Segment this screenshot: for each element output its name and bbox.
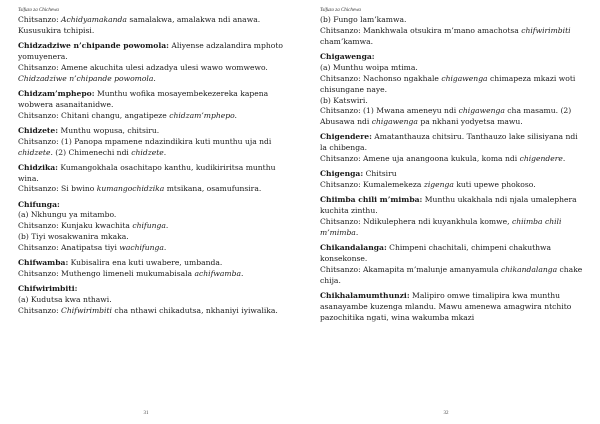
example-line (320, 15, 586, 26)
definition-line (320, 169, 586, 180)
text-run: Chitsanzo: Akamapita m’malunje amanyamula (320, 264, 501, 274)
text-run: Chitsanzo: Amene akuchita ulesi adzadya ulesi wawo womwewo. (18, 62, 268, 72)
dictionary-entry (18, 15, 286, 37)
text-run: (a) Kudutsa kwa nthawi. (18, 295, 112, 305)
dictionary-entry (320, 195, 586, 239)
italic-term: Chifwirimbiti (61, 306, 112, 316)
example-line (18, 15, 286, 37)
definition-line (18, 89, 286, 111)
text-run: chake chija. (320, 264, 583, 285)
text-run: Chitsanzo: Amene uja anangoona kukula, koma ndi (320, 154, 520, 164)
italic-term: chigendere (519, 154, 563, 164)
example-line (320, 180, 586, 191)
headword: Chikhalamumthunzi: (320, 290, 410, 300)
text-run: (b) Katswiri. (320, 95, 368, 105)
definition-text: Aliyense adzalandira mphoto yomuyenera. (18, 41, 283, 61)
italic-term: wachifunga (119, 243, 164, 253)
italic-term: chidzete (131, 147, 164, 157)
dictionary-entry (320, 169, 586, 191)
example-line (320, 106, 586, 128)
text-run: . (241, 269, 244, 279)
running-header: Tsifuzo za Chichewa (320, 8, 361, 13)
definition-text: Kumangokhala osachitapo kanthu, kudikiriritsa munthu wina. (18, 162, 276, 183)
headword: Chidzam’mphepo: (18, 88, 95, 98)
italic-term: Achidyamakanda (61, 15, 127, 24)
italic-term: chigawenga (441, 73, 488, 83)
text-run: cha masamu. (2) Abusawa ndi (320, 106, 572, 127)
text-run: (a) Nkhungu ya mitambo. (18, 210, 117, 220)
text-run: Chitsanzo: Chitani changu, angatipeze (18, 110, 170, 120)
dictionary-entry (18, 126, 286, 159)
text-run: Chitsanzo: Kumalemekeza (320, 180, 424, 190)
definition-text: Chimpeni chachitali, chimpeni chakuthwa konsekonse. (320, 243, 552, 264)
example-line (18, 306, 286, 317)
definition-text: Munthu wofika mosayembekezereka kapena wobwera asanaitanidwe. (18, 88, 269, 109)
dictionary-entry (18, 41, 286, 85)
definition-line (18, 41, 286, 63)
text-run: cham’kamwa. (320, 36, 374, 46)
text-run: chimapeza mkazi woti chisungane naye. (320, 73, 576, 94)
example-line (18, 63, 286, 85)
text-run: samalakwa, amalakwa ndi anawa. Kususukira tchipisi. (18, 15, 261, 35)
example-line (18, 184, 286, 195)
definition-line (320, 132, 586, 154)
headword: Chidzete: (18, 125, 59, 135)
text-run: Chitsanzo: Nachonso ngakhale (320, 73, 442, 83)
text-run: kuti upewe phokoso. (453, 180, 536, 190)
dictionary-entry (18, 89, 286, 122)
text-run: Chitsanzo: Muthengo limeneli mukumabisala (18, 269, 195, 279)
dictionary-entry (18, 163, 286, 196)
definition-line (18, 163, 286, 185)
dictionary-entry (320, 243, 586, 287)
example-line (320, 74, 586, 96)
headword: Chigenga: (320, 169, 364, 179)
text-run: Chitsanzo: (1) Panopa mpamene ndazindikira kuti munthu uja ndi (18, 136, 272, 146)
text-run: cha nthawi chikadutsa, nkhaniyi iyiwalika. (111, 306, 278, 316)
definition-text: Kubisalira ena kuti uwabere, umbanda. (68, 258, 223, 268)
dictionary-entry (320, 15, 586, 48)
text-run: Chitsanzo: Ndikulephera ndi kuyankhula komwe, (320, 217, 512, 227)
dictionary-entry (320, 291, 586, 324)
text-run: . (163, 147, 167, 157)
example-line (18, 243, 286, 254)
example-line (18, 221, 286, 232)
entries-list (18, 15, 286, 317)
example-line (18, 269, 286, 280)
example-line (18, 210, 286, 221)
dictionary-entry (320, 52, 586, 128)
text-run: mtsikana, osamufunsira. (164, 184, 262, 194)
headword: Chifwirimbiti: (18, 284, 78, 294)
italic-term: zigenga (423, 180, 454, 190)
text-run: (b) Tiyi wosakwanira mkaka. (18, 232, 129, 242)
right-page (300, 0, 592, 424)
definition-line (320, 195, 586, 217)
example-line (320, 26, 586, 48)
text-run: . (165, 221, 169, 231)
definition-line (18, 258, 286, 269)
definition-line (320, 291, 586, 324)
example-line (320, 265, 586, 287)
running-header: Tsifuzo za Chichewa (18, 8, 59, 13)
dictionary-entry (320, 132, 586, 165)
headword: Chigendere: (320, 132, 372, 142)
text-run: . (2) Chimenechi ndi (50, 147, 132, 157)
example-line (18, 232, 286, 243)
left-page (0, 0, 292, 424)
text-run: (a) Munthu woipa mtima. (320, 62, 418, 72)
definition-line (320, 52, 586, 63)
text-run: Chitsanzo: (18, 15, 62, 24)
text-run: Chitsanzo: Mankhwala otsukira m’mano amachotsa (320, 25, 522, 35)
text-run: Chitsanzo: Kunjaku kwachita (18, 221, 133, 231)
entries-list (320, 15, 586, 324)
definition-line (18, 126, 286, 137)
page-number: 32 (443, 411, 449, 416)
dictionary-entry (18, 258, 286, 280)
italic-term: chiimba chili m’mimba. (320, 217, 562, 238)
italic-term: kumangochidzika (96, 184, 165, 194)
italic-term: chigawenga (371, 117, 418, 127)
definition-line (18, 200, 286, 211)
text-run: Chitsanzo: (1) Mwana ameneyu ndi (320, 106, 459, 116)
italic-term: chidzete (18, 147, 51, 157)
text-run: pa nkhani yodyetsa mawu. (417, 117, 523, 127)
definition-text: Malipiro omwe timalipira kwa munthu asanayambe kuzenga mlandu. Mawu amenewa amagwira ntchito pazochitika ngati, wina wakumba mkazi (320, 290, 572, 322)
dictionary-entry (18, 200, 286, 255)
example-line (18, 111, 286, 122)
example-line (18, 295, 286, 306)
headword: Chidzika: (18, 162, 58, 172)
dictionary-entry (18, 284, 286, 317)
headword: Chikandalanga: (320, 243, 387, 253)
definition-text: Amatanthauza chitsiru. Tanthauzo lake silisiyana ndi la chibenga. (320, 132, 578, 153)
italic-term: chigawenga (458, 106, 505, 116)
text-run: Chitsanzo: Anatipatsa tiyi (18, 243, 120, 253)
text-run: Chitsanzo: Si bwino (18, 184, 97, 194)
text-run: . (163, 243, 167, 253)
example-line (320, 96, 586, 107)
definition-text: Munthu ukakhala ndi njala umalephera kuchita zinthu. (320, 195, 577, 216)
italic-term: Chidzadziwe n’chipande powomola. (18, 73, 156, 83)
italic-term: chikandalanga (500, 264, 558, 274)
definition-text: Munthu wopusa, chitsiru. (58, 125, 160, 135)
page-number: 31 (143, 411, 149, 416)
italic-term: chifunga (132, 221, 166, 231)
italic-term: chifwirimbiti (521, 25, 571, 35)
example-line (18, 137, 286, 159)
text-run: Chitsanzo: (18, 306, 62, 316)
definition-text: Chitsiru (363, 169, 397, 179)
example-line (320, 63, 586, 74)
definition-line (18, 284, 286, 295)
text-run: . (562, 154, 566, 164)
headword: Chifwamba: (18, 258, 69, 268)
italic-term: chidzam’mphepo. (169, 110, 237, 120)
headword: Chiimba chili m’mimba: (320, 195, 423, 205)
headword: Chifunga: (18, 199, 60, 209)
headword: Chidzadziwe n’chipande powomola: (18, 41, 169, 50)
text-run: (b) Fungo lam’kamwa. (320, 15, 407, 24)
headword: Chigawenga: (320, 51, 375, 61)
italic-term: achifwamba (194, 269, 242, 279)
example-line (320, 217, 586, 239)
definition-line (320, 243, 586, 265)
example-line (320, 154, 586, 165)
